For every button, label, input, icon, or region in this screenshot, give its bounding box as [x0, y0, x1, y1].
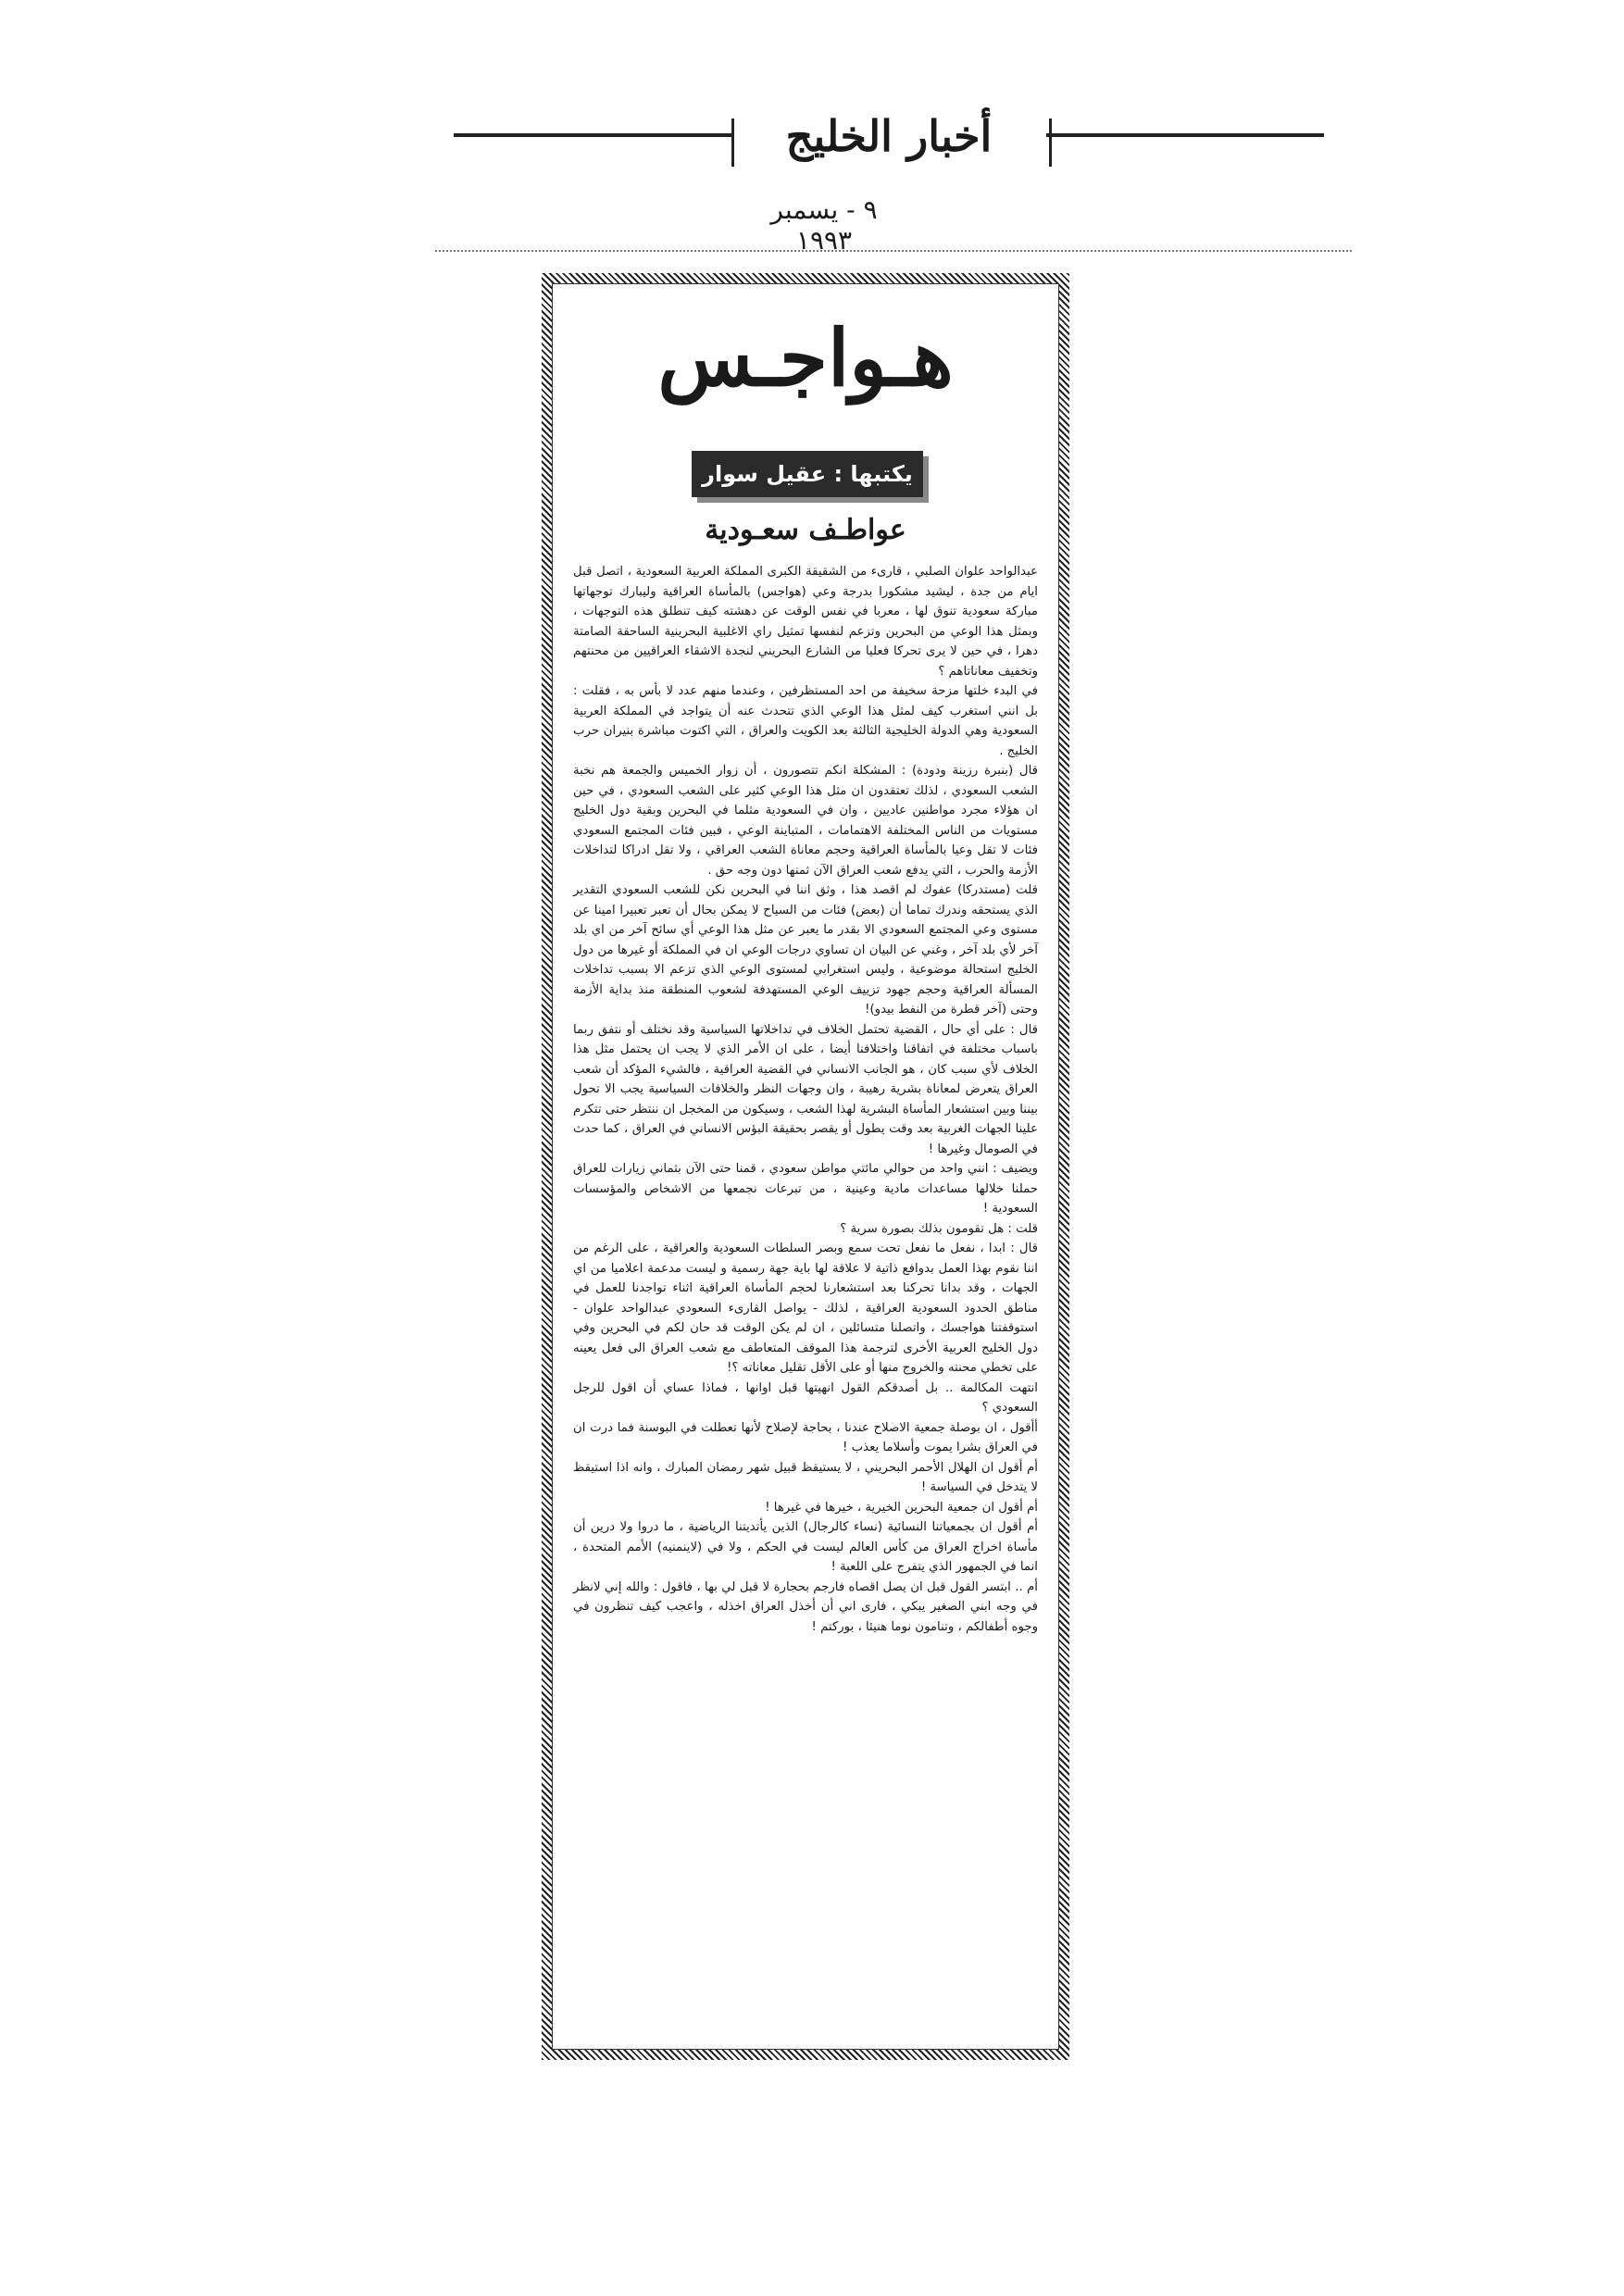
article-clipping: [552, 283, 1059, 2050]
article-paragraph: في البدء خلتها مزحة سخيفة من احد المستظرفين ، وعندما منهم عدد لا بأس به ، فقلت : بل انني استغرب كيف لمثل هذا الوعي الذي تتحدث عنه أن يتواجد في المملكة العربية السعودية وهي الدولة الخليجية الثالثة بعد الكويت والعراق ، التي اكتوت مباشرة بنيران حرب الخليج .: [573, 684, 1038, 758]
article-body: [573, 562, 1038, 2012]
byline-badge: يكتبها : عقيل سوار: [692, 451, 923, 497]
newspaper-header: [454, 111, 1324, 176]
article-paragraph: قال (بنبرة رزينة ودودة) : المشكلة انكم تتصورون ، أن زوار الخميس والجمعة هم نخبة الشعب السعودي ، لذلك تعتقدون ان مثل هذا الوعي كثير على الشعب السعودي ، في حين ان هؤلاء مجرد مواطنين عاديين ، وان في السعودية مثلما في البحرين وبقية دول الخليج مستويات من الناس المختلفة الاهتمامات ، المتباينة الوعي ، فبين فئات المجتمع السعودي فئات لا تقل وعيا بالمأساة العراقية وحجم معاناة الشعب العراقي ، ولا تقل ادراكا لتداخلات الأزمة والحرب ، التي يدفع شعب العراق الآن ثمنها دون وجه حق .: [573, 764, 1038, 878]
clipping-separator: [435, 250, 1352, 252]
article-paragraph: انتهت المكالمة .. بل أصدقكم القول انهيتها قبل اوانها ، فماذا عساي أن اقول للرجل السعودي ؟: [573, 1380, 1038, 1415]
header-rule-right: [1046, 133, 1324, 137]
publication-date: ٩ - يسمبر ١٩٩٣: [770, 194, 878, 256]
article-paragraph: أم أقول ان بجمعياتنا النسائية (نساء كالرجال) الذين يأتديتنا الرياضية ، ما دروا ولا درين أن مأساة اخراج العراق من كأس العالم ليست في الحكم ، ولا في (لاينمنيه) الأمم المتحدة ، انما في الجمهور الذي يتفرج على اللعبة !: [573, 1520, 1038, 1574]
article-paragraph: قال : على أي حال ، القضية تحتمل الخلاف في تداخلاتها السياسية وقد نختلف أو نتفق ربما باسباب مختلفة في اتفاقنا واختلافنا أيضا ، على ان الأمر الذي لا يجب ان يحتمل مثل هذا الخلاف لأي سبب كان ، هو الجانب الانساني في القضية العراقية ، فالشيء المؤكد أن شعب العراق يتعرض لمعاناة بشرية رهيبة ، وان وجهات النظر والخلافات السياسية يجب الا تحول بيننا وبين استشعار المأساة البشرية لهذا الشعب ، وسيكون من المخجل ان ننتظر حتى تتكرم علينا الجهات الغربية بعد وقت يطول أو يقصر بحقيقة البؤس الانساني في العراق ، كما حدث في الصومال وغيرها !: [573, 1022, 1038, 1156]
article-paragraph: ويضيف : انني واحد من حوالي مائتي مواطن سعودي ، قمنا حتى الآن بثماني زيارات للعراق حملنا خلالها مساعدات مادية وعينية ، من تبرعات نجمعها من الاشخاص والمؤسسات السعودية !: [573, 1162, 1038, 1216]
article-paragraph: أم .. ابتسر القول قبل ان يصل اقصاه فارجم بحجارة لا قبل لي بها ، فاقول : والله إني لانظر في وجه ابني الصغير يبكي ، فارى اني أن أخذل العراق اخذله ، واعجب كيف تنظرون في وجوه أطفالكم ، وتنامون نوما هنيئا ، بوركتم !: [573, 1579, 1038, 1634]
article-paragraph: قال : ابدا ، نفعل ما نفعل تحت سمع وبصر السلطات السعودية والعراقية ، على الرغم من اننا نقوم بهذا العمل بدوافع ذاتية لا علاقة لها باية جهة رسمية و ليست مدعمة اعلاميا من اي الجهات ، وقد بدانا تحركنا بعد استشعارنا لحجم المأساة العراقية اثناء تواجدنا للعمل في مناطق الحدود السعودية العراقية ، لذلك - يواصل القارىء السعودي عبدالواحد علوان - استوقفتنا هواجسك ، واتصلنا متسائلين ، ان لم يكن الوقت قد حان لكم في البحرين وفي دول الخليج العربية الأخرى لترجمة هذا الموقف المتعاطف مع شعب العراق الى فعل يعينه على تخطي محنته والخروج منها أو على الأقل تقليل معاناته ؟!: [573, 1242, 1038, 1375]
article-paragraph: أم أقول ان الهلال الأحمر البحريني ، لا يستيقظ قبيل شهر رمضان المبارك ، وانه اذا استيقظ لا يتدخل في السياسة !: [573, 1460, 1038, 1494]
masthead-logo: أخبار الخليج: [785, 111, 993, 161]
column-title: هـواجـس: [657, 312, 954, 404]
article-paragraph: أم أقول ان جمعية البحرين الخيرية ، خيرها في غيرها !: [765, 1500, 1038, 1515]
article-paragraph: عبدالواحد علوان الصلبي ، قارىء من الشقيقة الكبرى المملكة العربية السعودية ، اتصل قبل ايام من جدة ، ليشيد مشكورا بدرجة وعي (هواجس) بالمأساة العراقية وليبارك توجهاتها مباركة سعودية تنوق لها ، معربا في نفس الوقت عن دهشته كيف تنطلق هذه التوجهات ، وبمثل هذا الوعي من البحرين وتزعم لنفسها تمثيل راي الاغلبية البحرينية الساحقة الصامتة دهرا ، في حين لا يرى تحركا فعليا من الشارع البحريني لنجدة الاشقاء العراقيين من محنتهم وتخفيف معاناتاهم ؟: [573, 565, 1038, 679]
article-paragraph: قلت : هل تقومون بذلك بصورة سرية ؟: [840, 1221, 1038, 1236]
article-clipping-frame: [542, 273, 1069, 2060]
article-headline: عواطـف سعـودية: [705, 514, 906, 546]
article-paragraph: أأقول ، ان بوصلة جمعية الاصلاح عندنا ، بحاجة لإصلاح لأنها تعطلت في البوسنة فما درت ان في العراق بشرا يموت وأسلاما يعذب !: [573, 1420, 1038, 1454]
article-paragraph: قلت (مستدركا) عفوك لم اقصد هذا ، وثق اننا في البحرين نكن للشعب السعودي التقدير الذي يستحقه وندرك تماما أن (بعض) فئات من السياح لا يمكن بحال أن تعبر تعبيرا امينا عن مستوى وعي المجتمع السعودي الا بقدر ما يعبر عن مثل هذا الوعي أي سائح آخر من اي بلد آخر لأي بلد آخر ، وغني عن البيان ان تساوي درجات الوعي ان في المملكة أو غيرها من دول الخليج استحالة موضوعية ، وليس استغرابي لمستوى الوعي الذي تزعم الا بسبب تداخلات المسألة العراقية وحجم جهود تزييف الوعي المستهدفة لشعوب المنطقة منذ بداية الأزمة وحتى (آخر قطرة من النفط بيدو)!: [573, 883, 1038, 1017]
header-rule-left: [454, 133, 731, 137]
